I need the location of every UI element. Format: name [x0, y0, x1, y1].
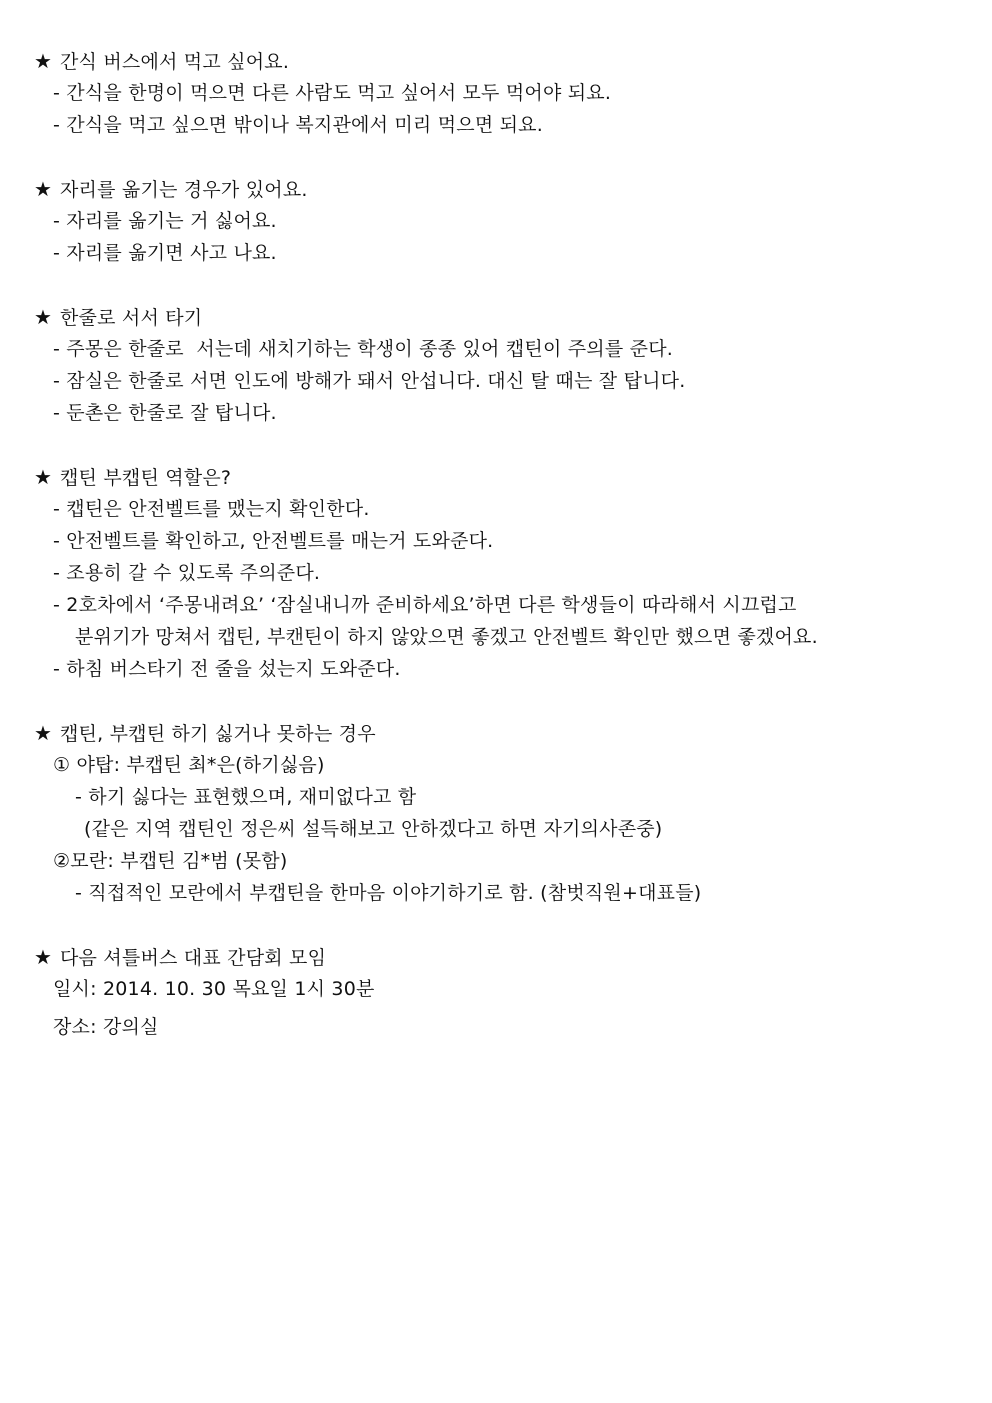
section-heading — [34, 465, 231, 490]
star-icon: ★ — [34, 177, 53, 201]
star-icon: ★ — [34, 305, 53, 329]
list-item: - 간식을 먹고 싶으면 밖이나 복지관에서 미리 먹으면 되요. — [53, 114, 543, 136]
meeting-date: 일시: 2014. 10. 30 목요일 1시 30분 — [53, 978, 375, 1000]
list-item: - 주몽은 한줄로 서는데 새치기하는 학생이 종종 있어 캡틴이 주의를 준다. — [53, 338, 673, 360]
star-icon: ★ — [34, 465, 53, 489]
section-heading — [34, 177, 308, 202]
section-title: 캡틴 부캡틴 역할은? — [60, 467, 232, 489]
star-icon: ★ — [34, 945, 53, 969]
list-item-note: (같은 지역 캡틴인 정은씨 설득해보고 안하겠다고 하면 자기의사존중) — [84, 818, 663, 840]
section-title: 다음 셔틀버스 대표 간담회 모임 — [60, 947, 327, 969]
star-icon: ★ — [34, 49, 53, 73]
section-heading — [34, 945, 326, 970]
list-item-continuation: 분위기가 망쳐서 캡틴, 부캔틴이 하지 않았으면 좋겠고 안전벨트 확인만 했으면 좋겠어요. — [75, 626, 818, 648]
section-heading — [34, 721, 376, 746]
star-icon: ★ — [34, 721, 53, 745]
list-item: - 하기 싫다는 표현했으며, 재미없다고 함 — [75, 786, 417, 808]
section-heading — [34, 49, 289, 74]
section-title: 간식 버스에서 먹고 싶어요. — [60, 51, 290, 73]
numbered-item: ②모란: 부캡틴 김*범 (못함) — [53, 850, 288, 872]
list-item: - 간식을 한명이 먹으면 다른 사람도 먹고 싶어서 모두 먹어야 되요. — [53, 82, 612, 104]
list-item: - 둔촌은 한줄로 잘 탑니다. — [53, 402, 277, 424]
list-item: - 자리를 옮기는 거 싫어요. — [53, 210, 277, 232]
list-item: - 직접적인 모란에서 부캡틴을 한마음 이야기하기로 함. (참벗직원+대표들) — [75, 882, 702, 904]
list-item: - 캡틴은 안전벨트를 맸는지 확인한다. — [53, 498, 370, 520]
list-item: - 자리를 옮기면 사고 나요. — [53, 242, 277, 264]
list-item: - 잠실은 한줄로 서면 인도에 방해가 돼서 안섭니다. 대신 탈 때는 잘 탑니다. — [53, 370, 686, 392]
numbered-item: ① 야탑: 부캡틴 최*은(하기싫음) — [53, 754, 325, 776]
list-item: - 조용히 갈 수 있도록 주의준다. — [53, 562, 321, 584]
section-title: 자리를 옮기는 경우가 있어요. — [60, 179, 308, 201]
list-item: - 하침 버스타기 전 줄을 섰는지 도와준다. — [53, 658, 401, 680]
section-title: 캡틴, 부캡틴 하기 싫거나 못하는 경우 — [60, 723, 376, 745]
meeting-location: 장소: 강의실 — [53, 1016, 159, 1038]
section-title: 한줄로 서서 타기 — [60, 307, 203, 329]
list-item: - 2호차에서 ‘주몽내려요’ ‘잠실내니까 준비하세요’하면 다른 학생들이 따라해서 시끄럽고 — [53, 594, 797, 616]
list-item: - 안전벨트를 확인하고, 안전벨트를 매는거 도와준다. — [53, 530, 494, 552]
section-heading — [34, 305, 202, 330]
